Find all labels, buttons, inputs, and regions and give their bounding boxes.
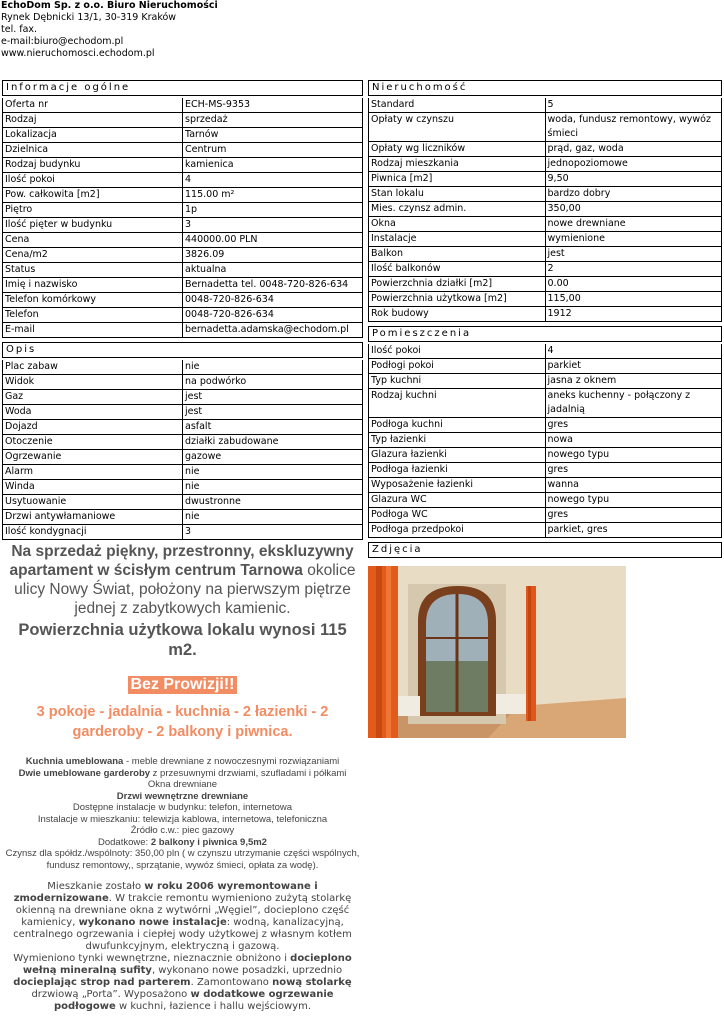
- row-label: Ilość pięter w budynku: [3, 218, 183, 233]
- row-value: 3: [183, 218, 363, 233]
- row-label: E-mail: [3, 323, 183, 338]
- table-row: [3, 128, 363, 143]
- informacje-table: [2, 98, 363, 338]
- row-value: sprzedaż: [183, 113, 363, 128]
- row-label: Mies. czynsz admin.: [369, 202, 546, 217]
- row-value: dwustronne: [183, 495, 363, 510]
- row-value: jasna z oknem: [545, 374, 722, 389]
- row-value: 0.00: [545, 277, 722, 292]
- detail-line: Źródło c.w.: piec gazowy: [130, 825, 235, 836]
- row-value: nie: [183, 510, 363, 525]
- row-value: 350,00: [545, 202, 722, 217]
- table-row: [369, 359, 722, 374]
- row-label: Dzielnica: [3, 143, 183, 158]
- row-label: Ilość pokoi: [3, 173, 183, 188]
- table-row: [3, 98, 363, 113]
- left-column: [2, 80, 363, 1013]
- row-value: 1p: [183, 203, 363, 218]
- row-value: Centrum: [183, 143, 363, 158]
- body-paragraph: Mieszkanie zostało w roku 2006 wyremontowane i zmodernizowane. W trakcie remontu wymieniono zużytą stolarkę okienną na drewniane okna z wytwórni „Węgiel”, docieplono część kamienicy, wykonano nowe instalacje: wodną, kanalizacyjną, centralnego ogrzewania i ciepłej wody użytkowej z własnym kotłem dwufunkcyjnym, elektryczną i gazową.: [13, 881, 352, 952]
- body-paragraph: Wymieniono tynki wewnętrzne, nieznacznie obniżono i docieplono wełną mineralną sufity, wykonano nowe posadzki, uprzednio docieplając strop nad parterem. Zamontowano nową stolarkę drzwiową „Porta”. Wyposażono w dodatkowe ogrzewanie podłogowe w kuchni, łazience i hallu wejściowym.: [13, 953, 352, 1012]
- table-row: [369, 202, 722, 217]
- row-label: Podłoga przedpokoi: [369, 523, 546, 538]
- table-row: [3, 263, 363, 278]
- row-value: parkiet, gres: [545, 523, 722, 538]
- table-row: [3, 203, 363, 218]
- pomieszczenia-table: [368, 344, 722, 538]
- row-value: woda, fundusz remontowy, wywóz śmieci: [545, 113, 722, 142]
- row-value: 4: [545, 344, 722, 359]
- description-intro: [2, 542, 363, 618]
- table-row: [3, 143, 363, 158]
- table-row: [369, 232, 722, 247]
- description-area: Powierzchnia użytkowa lokalu wynosi 115 m2.: [18, 621, 347, 659]
- table-row: [3, 308, 363, 323]
- row-value: 4: [183, 173, 363, 188]
- table-row: [3, 278, 363, 293]
- table-row: [369, 157, 722, 172]
- promo-badge: Bez Prowizji!!: [130, 676, 235, 693]
- table-row: [3, 390, 363, 405]
- row-label: Widok: [3, 375, 183, 390]
- row-label: Typ kuchni: [369, 374, 546, 389]
- description-details: [2, 756, 363, 871]
- table-row: [369, 389, 722, 418]
- section-title-nieruchomosc: Nieruchomość: [368, 80, 722, 96]
- row-label: Usytuowanie: [3, 495, 183, 510]
- row-label: Cena: [3, 233, 183, 248]
- section-title-pomieszczenia: Pomieszczenia: [368, 326, 722, 342]
- row-label: Powierzchnia użytkowa [m2]: [369, 292, 546, 307]
- row-label: Ilość pokoi: [369, 344, 546, 359]
- row-value: nowa: [545, 433, 722, 448]
- row-label: Telefon komórkowy: [3, 293, 183, 308]
- row-value: asfalt: [183, 420, 363, 435]
- row-label: Podłoga WC: [369, 508, 546, 523]
- table-row: [369, 307, 722, 322]
- table-row: [369, 217, 722, 232]
- row-label: Dojazd: [3, 420, 183, 435]
- table-row: [369, 187, 722, 202]
- row-label: Opłaty w czynszu: [369, 113, 546, 142]
- section-title-zdjecia: Zdjęcia: [368, 542, 722, 558]
- table-row: [369, 277, 722, 292]
- row-value: aktualna: [183, 263, 363, 278]
- table-row: [369, 523, 722, 538]
- table-row: [369, 98, 722, 113]
- table-row: [3, 450, 363, 465]
- table-row: [3, 188, 363, 203]
- company-name: EchoDom Sp. z o.o. Biuro Nieruchomości: [1, 0, 218, 11]
- row-value: bernadetta.adamska@echodom.pl: [183, 323, 363, 338]
- row-value: jest: [183, 405, 363, 420]
- row-label: Ilość kondygnacji: [3, 525, 183, 540]
- table-row: [369, 508, 722, 523]
- row-value: 115.00 m²: [183, 188, 363, 203]
- table-row: [3, 480, 363, 495]
- row-label: Podłogi pokoi: [369, 359, 546, 374]
- detail-line: Drzwi wewnętrzne drewniane: [116, 790, 249, 802]
- row-value: nowe drewniane: [545, 217, 722, 232]
- row-label: Rok budowy: [369, 307, 546, 322]
- row-value: 0048-720-826-634: [183, 293, 363, 308]
- table-row: [3, 435, 363, 450]
- row-value: nowego typu: [545, 448, 722, 463]
- row-label: Wyposażenie łazienki: [369, 478, 546, 493]
- company-email[interactable]: e-mail:biuro@echodom.pl: [1, 36, 124, 47]
- table-row: [369, 344, 722, 359]
- row-label: Oferta nr: [3, 98, 183, 113]
- row-label: Glazura łazienki: [369, 448, 546, 463]
- room-photo-image: [368, 566, 626, 738]
- detail-line: Dodatkowe: 2 balkony i piwnica 9,5m2: [98, 836, 267, 848]
- row-label: Telefon: [3, 308, 183, 323]
- row-label: Rodzaj mieszkania: [369, 157, 546, 172]
- row-value: nie: [183, 480, 363, 495]
- apartment-photo[interactable]: [368, 566, 626, 738]
- row-value: 2: [545, 262, 722, 277]
- row-label: Imię i nazwisko: [3, 278, 183, 293]
- row-label: Alarm: [3, 465, 183, 480]
- row-label: Winda: [3, 480, 183, 495]
- row-label: Piwnica [m2]: [369, 172, 546, 187]
- detail-line: Dostępne instalacje w budynku: telefon, internetowa: [72, 802, 293, 813]
- row-value: 115,00: [545, 292, 722, 307]
- nieruchomosc-table: [368, 98, 722, 322]
- table-row: [369, 374, 722, 389]
- row-value: nie: [183, 465, 363, 480]
- row-label: Gaz: [3, 390, 183, 405]
- row-value: jednopoziomowe: [545, 157, 722, 172]
- detail-line: Dwie umeblowane garderoby z przesuwnymi drzwiami, szufladami i półkami: [18, 767, 347, 779]
- table-row: [3, 510, 363, 525]
- row-label: Status: [3, 263, 183, 278]
- detail-line: Kuchnia umeblowana - meble drewniane z nowoczesnymi rozwiązaniami: [25, 756, 340, 767]
- row-label: Cena/m2: [3, 248, 183, 263]
- row-value: Bernadetta tel. 0048-720-826-634: [183, 278, 363, 293]
- row-value: Tarnów: [183, 128, 363, 143]
- row-value: bardzo dobry: [545, 187, 722, 202]
- table-row: [369, 418, 722, 433]
- row-label: Rodzaj: [3, 113, 183, 128]
- table-row: [369, 448, 722, 463]
- row-label: Rodzaj budynku: [3, 158, 183, 173]
- row-value: gres: [545, 418, 722, 433]
- table-row: [369, 247, 722, 262]
- table-row: [3, 405, 363, 420]
- row-value: gazowe: [183, 450, 363, 465]
- table-row: [369, 262, 722, 277]
- company-address: Rynek Dębnicki 13/1, 30-319 Kraków: [1, 12, 177, 23]
- row-label: Piętro: [3, 203, 183, 218]
- table-row: [3, 218, 363, 233]
- agency-header: [1, 0, 218, 60]
- detail-line: Czynsz dla spółdz./wspólnoty: 350,00 pln ( w czynszu utrzymanie części wspólnych, fundusz remontowy,, sprzątanie, wywóz śmieci, opłata za wodę).: [5, 848, 360, 871]
- row-label: Glazura WC: [369, 493, 546, 508]
- row-value: kamienica: [183, 158, 363, 173]
- row-value: wanna: [545, 478, 722, 493]
- row-value: 440000.00 PLN: [183, 233, 363, 248]
- row-value: 9,50: [545, 172, 722, 187]
- row-label: Pow. całkowita [m2]: [3, 188, 183, 203]
- table-row: [3, 323, 363, 338]
- row-label: Lokalizacja: [3, 128, 183, 143]
- table-row: [369, 113, 722, 142]
- table-row: [369, 142, 722, 157]
- row-value: 1912: [545, 307, 722, 322]
- row-label: Drzwi antywłamaniowe: [3, 510, 183, 525]
- row-value: wymienione: [545, 232, 722, 247]
- row-label: Stan lokalu: [369, 187, 546, 202]
- description-body: [2, 881, 363, 1013]
- opis-table: [2, 360, 363, 540]
- company-phone: tel. fax.: [1, 24, 38, 35]
- row-value: nie: [183, 360, 363, 375]
- table-row: [3, 293, 363, 308]
- description-intro-bold: Na sprzedaż piękny, przestronny, ekskluzywny apartament w ścisłym centrum Tarnowa: [9, 543, 354, 579]
- table-row: [3, 173, 363, 188]
- table-row: [369, 478, 722, 493]
- row-label: Ogrzewanie: [3, 450, 183, 465]
- row-label: Rodzaj kuchni: [369, 389, 546, 418]
- row-label: Otoczenie: [3, 435, 183, 450]
- table-row: [3, 233, 363, 248]
- row-label: Okna: [369, 217, 546, 232]
- row-label: Standard: [369, 98, 546, 113]
- table-row: [3, 495, 363, 510]
- row-value: 3: [183, 525, 363, 540]
- row-value: ECH-MS-9353: [183, 98, 363, 113]
- row-label: Balkon: [369, 247, 546, 262]
- table-row: [3, 248, 363, 263]
- table-row: [3, 113, 363, 128]
- row-value: jest: [183, 390, 363, 405]
- table-row: [369, 433, 722, 448]
- row-label: Powierzchnia działki [m2]: [369, 277, 546, 292]
- row-label: Woda: [3, 405, 183, 420]
- row-value: na podwórko: [183, 375, 363, 390]
- row-label: Typ łazienki: [369, 433, 546, 448]
- detail-line: Okna drewniane: [147, 779, 218, 790]
- row-value: nowego typu: [545, 493, 722, 508]
- right-column: [368, 80, 722, 738]
- row-value: 5: [545, 98, 722, 113]
- row-label: Podłoga kuchni: [369, 418, 546, 433]
- row-value: działki zabudowane: [183, 435, 363, 450]
- row-value: gres: [545, 463, 722, 478]
- table-row: [369, 292, 722, 307]
- description: [2, 542, 363, 1013]
- table-row: [3, 465, 363, 480]
- row-value: gres: [545, 508, 722, 523]
- description-intro-rest: okolice ulicy Nowy Świat, położony na pierwszym piętrze jednej z zabytkowych kamienic.: [14, 562, 356, 617]
- row-label: Ilość balkonów: [369, 262, 546, 277]
- table-row: [369, 493, 722, 508]
- row-value: jest: [545, 247, 722, 262]
- row-value: parkiet: [545, 359, 722, 374]
- row-value: aneks kuchenny - połączony z jadalnią: [545, 389, 722, 418]
- table-row: [3, 360, 363, 375]
- table-row: [3, 375, 363, 390]
- table-row: [3, 420, 363, 435]
- description-rooms: 3 pokoje - jadalnia - kuchnia - 2 łazienki - 2 garderoby - 2 balkony i piwnica.: [36, 704, 329, 740]
- row-value: prąd, gaz, woda: [545, 142, 722, 157]
- row-label: Opłaty wg liczników: [369, 142, 546, 157]
- row-label: Plac zabaw: [3, 360, 183, 375]
- table-row: [369, 463, 722, 478]
- section-title-informacje: Informacje ogólne: [2, 80, 363, 96]
- table-row: [3, 158, 363, 173]
- table-row: [369, 172, 722, 187]
- company-website[interactable]: www.nieruchomosci.echodom.pl: [1, 48, 155, 59]
- detail-line: Instalacje w mieszkaniu: telewizja kablowa, internetowa, telefoniczna: [37, 813, 328, 825]
- section-title-opis: Opis: [2, 342, 363, 358]
- row-label: Instalacje: [369, 232, 546, 247]
- table-row: [3, 525, 363, 540]
- row-label: Podłoga łazienki: [369, 463, 546, 478]
- row-value: 0048-720-826-634: [183, 308, 363, 323]
- row-value: 3826.09: [183, 248, 363, 263]
